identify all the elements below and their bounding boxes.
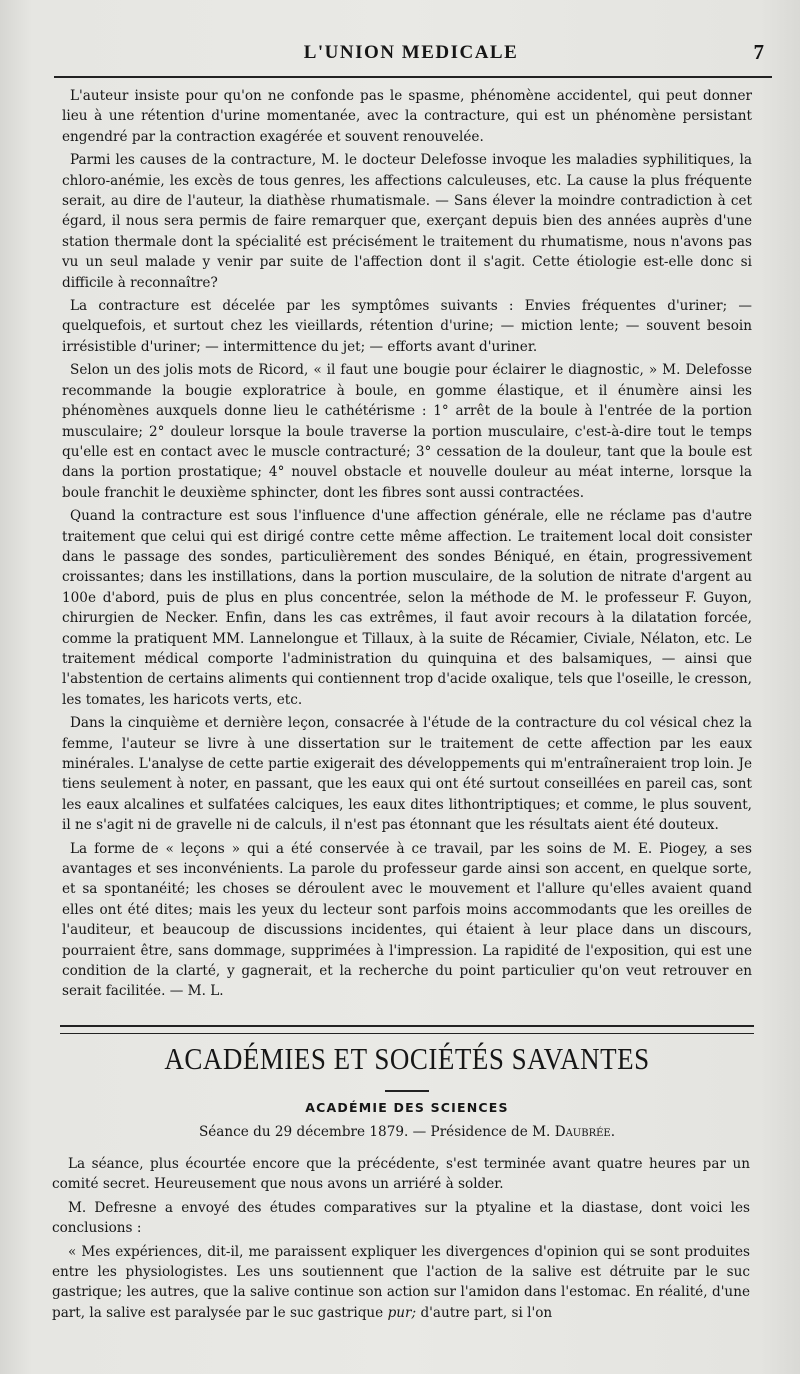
academy-report bbox=[52, 1154, 750, 1323]
header-rule bbox=[54, 76, 772, 78]
review-signature: — M. L. bbox=[169, 983, 224, 1000]
heading-rule bbox=[385, 1090, 429, 1092]
quote-text: « Mes expériences, dit-il, me paraissent expliquer les divergences d'opinion qui se sont produites entre les physiologistes. Les uns soutiennent que l'action de la salive est détruite par le suc gastrique; les autres, que la salive continue son action sur l'amidon dans l'estomac. En réalité, d'une part, la salive est paralysée par le suc gastrique bbox=[52, 1243, 750, 1321]
running-title: L'UNION MEDICALE bbox=[303, 42, 519, 63]
seance-line bbox=[60, 1124, 754, 1140]
review-paragraph: Selon un des jolis mots de Ricord, « il faut une bougie pour éclairer le diagnostic, » M. Delefosse recommande la bougie exploratrice à boule, en gomme élastique, et il énumère ainsi les phénomènes auxquels donne lieu le cathétérisme : 1° arrêt de la boule à l'entrée de la portion musculaire; 2° douleur lorsque la boule traverse la portion musculaire, c'est-à-dire tout le temps qu'elle est en contact avec le muscle contracturé; 3° cessation de la douleur, tant que la boule est dans la portion prostatique; 4° nouvel obstacle et nouvelle douleur au méat interne, lorsque la boule franchit le deuxième sphincter, dont les fibres sont aussi contractées. bbox=[62, 362, 752, 501]
report-paragraph: M. Defresne a envoyé des études comparatives sur la ptyaline et la diastase, dont voici les conclusions : bbox=[52, 1199, 750, 1237]
review-paragraph: La contracture est décelée par les symptômes suivants : Envies fréquentes d'uriner; — quelquefois, et surtout chez les vieillards, rétention d'urine; — miction lente; — souvent besoin irrésistible d'uriner; — intermittence du jet; — efforts avant d'uriner. bbox=[62, 298, 752, 355]
quote-text-end: d'autre part, si l'on bbox=[420, 1304, 553, 1321]
review-paragraph: Quand la contracture est sous l'influence d'une affection générale, elle ne réclame pas d'autre traitement que celui qui est dirigé contre cette même affection. Le traitement local doit consister dans le passage des sondes, particulièrement des sondes Béniqué, en étain, progressivement croissantes; dans les instillations, dans la portion musculaire, de la solution de nitrate d'argent au 100e d'abord, puis de plus en plus concentrée, selon la méthode de M. le professeur F. Guyon, chirurgien de Necker. Enfin, dans les cas extrêmes, il faut avoir recours à la dilatation forcée, comme la pratiquent MM. Lannelongue et Tillaux, à la suite de Récamier, Civiale, Nélaton, etc. Le traitement médical comporte l'administration du quinquina et des balsamiques, — ainsi que l'abstention de certains aliments qui contiennent trop d'acide oxalique, tels que l'oseille, le cresson, les tomates, les haricots verts, etc. bbox=[62, 508, 752, 708]
page-number: 7 bbox=[753, 40, 764, 64]
review-paragraph: L'auteur insiste pour qu'on ne confonde pas le spasme, phénomène accidentel, qui peut donner lieu à une rétention d'urine momentanée, avec la contracture, qui est un phénomène persistant engendré par la contraction exagérée et souvent renouvelée. bbox=[62, 88, 752, 145]
review-paragraph: Dans la cinquième et dernière leçon, consacrée à l'étude de la contracture du col vésical chez la femme, l'auteur se livre à une dissertation sur le traitement de cette affection par les eaux minérales. L'analyse de cette partie exigerait des développements qui m'entraîneraient trop loin. Je tiens seulement à noter, en passant, que les eaux qui ont été surtout conseillées en pareil cas, sont les eaux alcalines et sulfatées calciques, les eaux dites lithontriptiques; et comme, le plus souvent, il ne s'agit ni de gravelle ni de calculs, il n'est pas étonnant que les résultats aient été douteux. bbox=[62, 715, 752, 834]
book-review bbox=[62, 86, 752, 1002]
review-paragraph-last bbox=[62, 839, 752, 1002]
quote-emphasis: pur; bbox=[387, 1304, 417, 1321]
seance-date: Séance du 29 décembre 1879. — Présidence de M. bbox=[198, 1124, 551, 1140]
president-name: Daubrée. bbox=[554, 1124, 616, 1140]
subsection-heading: ACADÉMIE DES SCIENCES bbox=[305, 1100, 509, 1115]
section-heading: ACADÉMIES ET SOCIÉTÉS SAVANTES bbox=[164, 1042, 650, 1076]
section-divider bbox=[60, 1025, 754, 1034]
report-quote bbox=[52, 1242, 750, 1324]
report-paragraph: La séance, plus écourtée encore que la précédente, s'est terminée avant quatre heures par un comité secret. Heureusement que nous avons un arriéré à solder. bbox=[52, 1156, 750, 1193]
review-paragraph: Parmi les causes de la contracture, M. le docteur Delefosse invoque les maladies syphilitiques, la chloro-anémie, les excès de tous genres, les affections calculeuses, etc. La cause la plus fréquente serait, au dire de l'auteur, la diathèse rhumatismale. — Sans élever la moindre contradiction à cet égard, il nous sera permis de faire remarquer que, exerçant depuis bien des années auprès d'une station thermale dont la spécialité est précisément le traitement du rhumatisme, nous n'avons pas vu un seul malade y venir par suite de l'affection dont il s'agit. Cette étiologie est-elle donc si difficile à reconnaître? bbox=[62, 152, 752, 291]
page-header bbox=[50, 36, 772, 76]
review-paragraph-text: La forme de « leçons » qui a été conservée à ce travail, par les soins de M. E. Piogey, a ses avantages et ses inconvénients. La parole du professeur garde ainsi son accent, en quelque sorte, et sa spontanéité; les choses se déroulent avec le mouvement et l'allure qu'elles avaient quand elles ont été dites; mais les yeux du lecteur sont parfois moins accommodants que les oreilles de l'auditeur, et beaucoup de discussions incidentes, qui étaient à leur place dans un discours, pourraient être, sans dommage, supprimées à l'impression. La rapidité de l'exposition, qui est une condition de la clarté, y gagnerait, et la recherche du point particulier qu'on veut retrouver en serait facilitée. bbox=[62, 840, 752, 1000]
